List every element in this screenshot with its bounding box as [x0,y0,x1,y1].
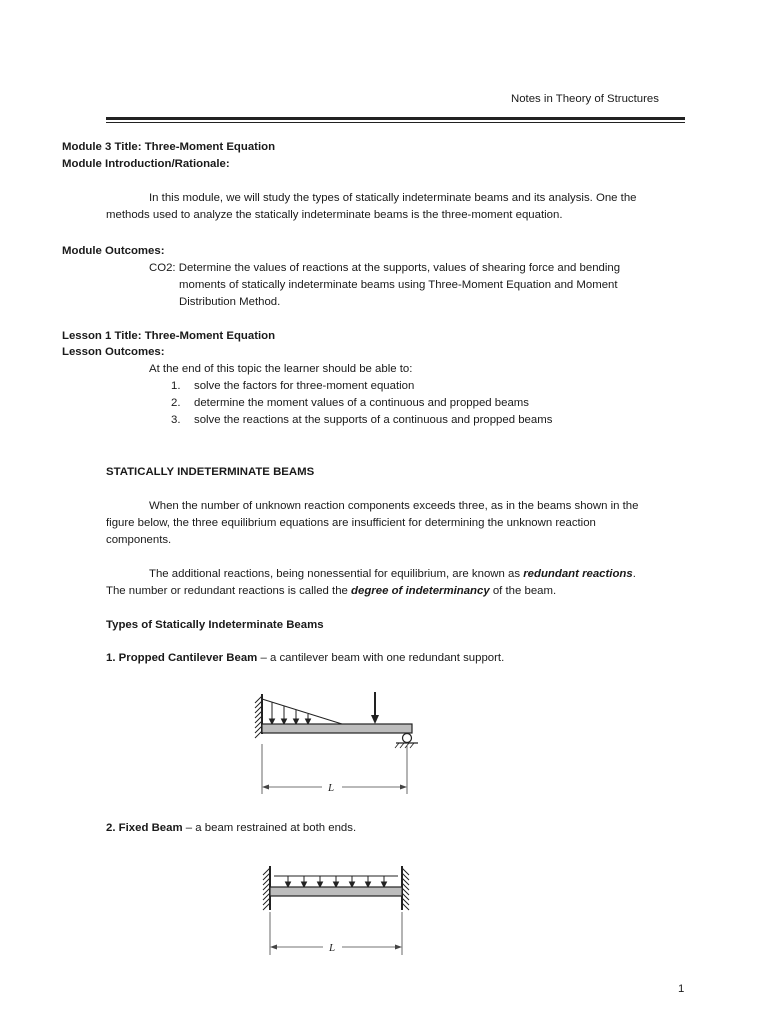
list-item [171,414,552,426]
text-run: The number or redundant reactions is called the [106,585,352,597]
running-header: Notes in Theory of Structures [511,93,659,105]
module-intro-line: methods used to analyze the statically indeterminate beams is the three-moment equation. [106,209,563,221]
term-redundant-reactions: redundant reactions [523,568,633,580]
module-outcomes-heading: Module Outcomes: [62,245,165,257]
module-outcome-line: CO2: Determine the values of reactions at the supports, values of shearing force and bending [149,262,621,274]
paragraph-line [106,585,556,597]
list-text: determine the moment values of a continuous and propped beams [194,397,529,409]
list-item [171,397,529,409]
type-fixed-beam [106,822,356,834]
lesson-intro: At the end of this topic the learner should be able to: [149,363,413,375]
paragraph-line: When the number of unknown reaction components exceeds three, as in the beams shown in the [149,500,639,512]
paragraph-line: components. [106,534,172,546]
list-text: solve the reactions at the supports of a continuous and propped beams [194,414,553,426]
text-run: of the beam. [489,585,557,597]
module-outcome-line: Distribution Method. [179,296,281,308]
span-length-label: L [328,782,335,794]
list-item [171,380,414,392]
section-heading: STATICALLY INDETERMINATE BEAMS [106,466,315,478]
module-outcome-line: moments of statically indeterminate beams using Three-Moment Equation and Moment [179,279,618,291]
fixed-beam-figure [258,858,418,958]
lesson-title: Lesson 1 Title: Three-Moment Equation [62,330,276,342]
module-intro-line: In this module, we will study the types of statically indeterminate beams and its analysis. One the [149,192,637,204]
list-number: 2. [171,397,181,409]
types-heading: Types of Statically Indeterminate Beams [106,619,324,631]
type-name: 2. Fixed Beam [106,822,183,834]
module-intro-heading: Module Introduction/Rationale: [62,158,230,170]
span-length-label: L [329,942,336,954]
text-run: . [632,568,636,580]
type-desc: – a cantilever beam with one redundant support. [257,652,505,664]
paragraph-line: figure below, the three equilibrium equations are insufficient for determining the unknown reaction [106,517,596,529]
lesson-outcomes-heading: Lesson Outcomes: [62,346,165,358]
type-propped-cantilever [106,652,504,664]
text-run: The additional reactions, being nonessential for equilibrium, are known as [149,568,524,580]
paragraph-line [149,568,636,580]
list-number: 3. [171,414,181,426]
header-rule-thick [106,117,685,120]
header-rule-thin [106,122,685,123]
term-degree-of-indeterminancy: degree of indeterminancy [351,585,490,597]
propped-cantilever-figure [250,684,425,799]
list-text: solve the factors for three-moment equation [194,380,415,392]
module-title: Module 3 Title: Three-Moment Equation [62,141,276,153]
list-number: 1. [171,380,181,392]
type-desc: – a beam restrained at both ends. [182,822,357,834]
type-name: 1. Propped Cantilever Beam [106,652,258,664]
page-number: 1 [678,983,685,995]
